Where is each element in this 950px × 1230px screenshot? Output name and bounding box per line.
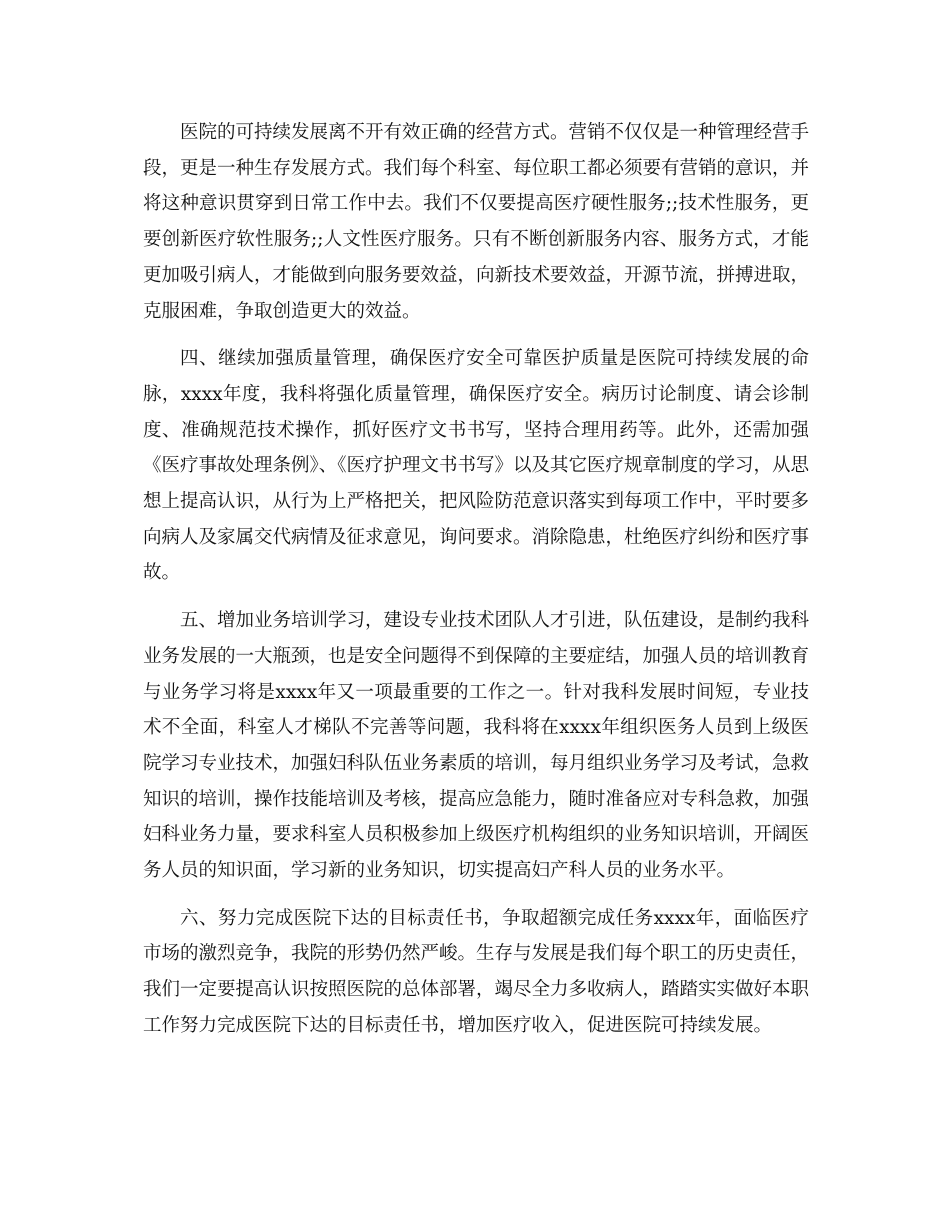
document-body: [143, 115, 809, 1056]
paragraph-training: 五、增加业务培训学习，建设专业技术团队人才引进，队伍建设，是制约我科业务发展的一大瓶颈，也是安全问题得不到保障的主要症结，加强人员的培训教育与业务学习将是xxxx年又一项最重要的工作之一。针对我科发展时间短，专业技术不全面，科室人才梯队不完善等问题，我科将在xxxx年组织医务人员到上级医院学习专业技术，加强妇科队伍业务素质的培训，每月组织业务学习及考试，急救知识的培训，操作技能培训及考核，提高应急能力，随时准备应对专科急救，加强妇科业务力量，要求科室人员积极参加上级医疗机构组织的业务知识培训，开阔医务人员的知识面，学习新的业务知识，切实提高妇产科人员的业务水平。: [143, 610, 810, 882]
paragraph-quality-management: 四、继续加强质量管理，确保医疗安全可靠医护质量是医院可持续发展的命脉，xxxx年度，我科将强化质量管理，确保医疗安全。病历讨论制度、请会诊制度、准确规范技术操作，抓好医疗文书书写，坚持合理用药等。此外，还需加强《医疗事故处理条例》、《医疗护理文书书写》以及其它医疗规章制度的学习，从思想上提高认识，从行为上严格把关，把风险防范意识落实到每项工作中，平时要多向病人及家属交代病情及征求意见，询问要求。消除隐患，杜绝医疗纠纷和医疗事故。: [143, 348, 810, 584]
paragraph-marketing: 医院的可持续发展离不开有效正确的经营方式。营销不仅仅是一种管理经营手段，更是一种生存发展方式。我们每个科室、每位职工都必须要有营销的意识，并将这种意识贯穿到日常工作中去。我们不仅要提高医疗硬性服务;;技术性服务，更要创新医疗软性服务;;人文性医疗服务。只有不断创新服务内容、服务方式，才能更加吸引病人，才能做到向服务要效益，向新技术要效益，开源节流，拼搏进取，克服困难，争取创造更大的效益。: [143, 122, 810, 322]
paragraph-target-responsibility: 六、努力完成医院下达的目标责任书，争取超额完成任务xxxx年，面临医疗市场的激烈竞争，我院的形势仍然严峻。生存与发展是我们每个职工的历史责任，我们一定要提高认识按照医院的总体部署，竭尽全力多收病人，踏踏实实做好本职工作努力完成医院下达的目标责任书，增加医疗收入，促进医院可持续发展。: [143, 907, 810, 1036]
